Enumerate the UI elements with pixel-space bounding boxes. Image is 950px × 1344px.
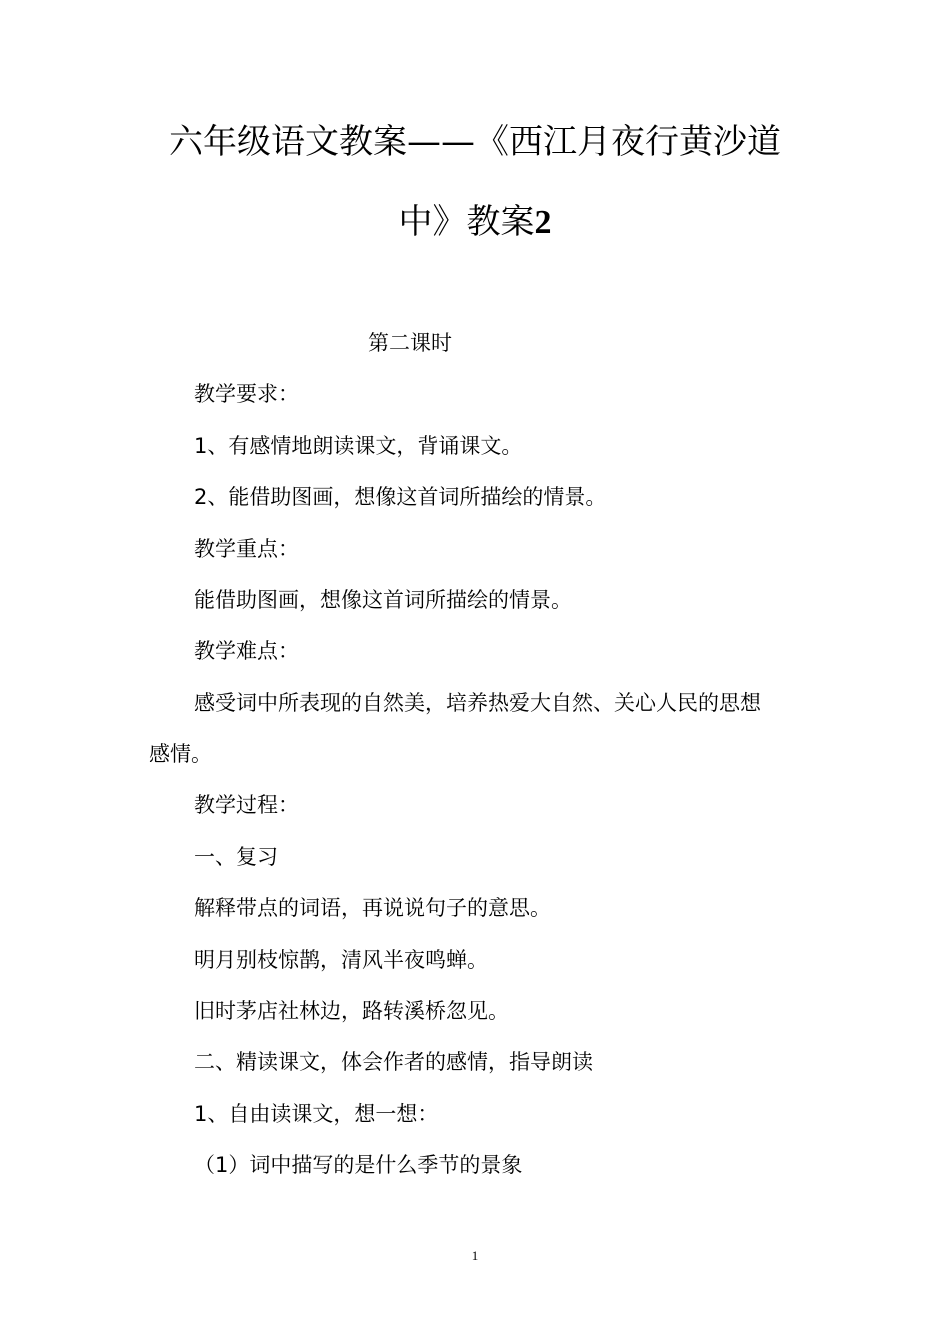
paragraph: 旧时茅店社林边，路转溪桥忽见。 [194,999,509,1023]
title-text: 中》教案 [398,202,535,242]
document-title-line-2 [0,202,950,243]
document-title-line-1: 六年级语文教案——《西江月夜行黄沙道 [169,122,781,162]
page-number: 1 [471,1248,479,1263]
paragraph: 教学难点： [194,639,299,663]
paragraph: 教学过程： [194,793,299,817]
paragraph-continuation: 感情。 [149,742,212,766]
paragraph: 二、精读课文，体会作者的感情，指导朗读 [194,1050,593,1074]
lesson-subtitle: 第二课时 [368,331,452,355]
paragraph: 能借助图画，想像这首词所描绘的情景。 [194,588,572,612]
paragraph: 1、自由读课文，想一想： [194,1102,439,1126]
paragraph: 一、复习 [194,845,278,869]
paragraph: （1）词中描写的是什么季节的景象 [194,1153,523,1177]
paragraph: 解释带点的词语，再说说句子的意思。 [194,896,551,920]
paragraph: 明月别枝惊鹊，清风半夜鸣蝉。 [194,948,488,972]
paragraph: 2、能借助图画，想像这首词所描绘的情景。 [194,485,607,509]
title-number: 2 [534,204,552,241]
paragraph: 教学重点： [194,537,299,561]
paragraph: 教学要求： [194,382,299,406]
paragraph: 1、有感情地朗读课文，背诵课文。 [194,434,523,458]
paragraph: 感受词中所表现的自然美，培养热爱大自然、关心人民的思想 [194,691,761,715]
